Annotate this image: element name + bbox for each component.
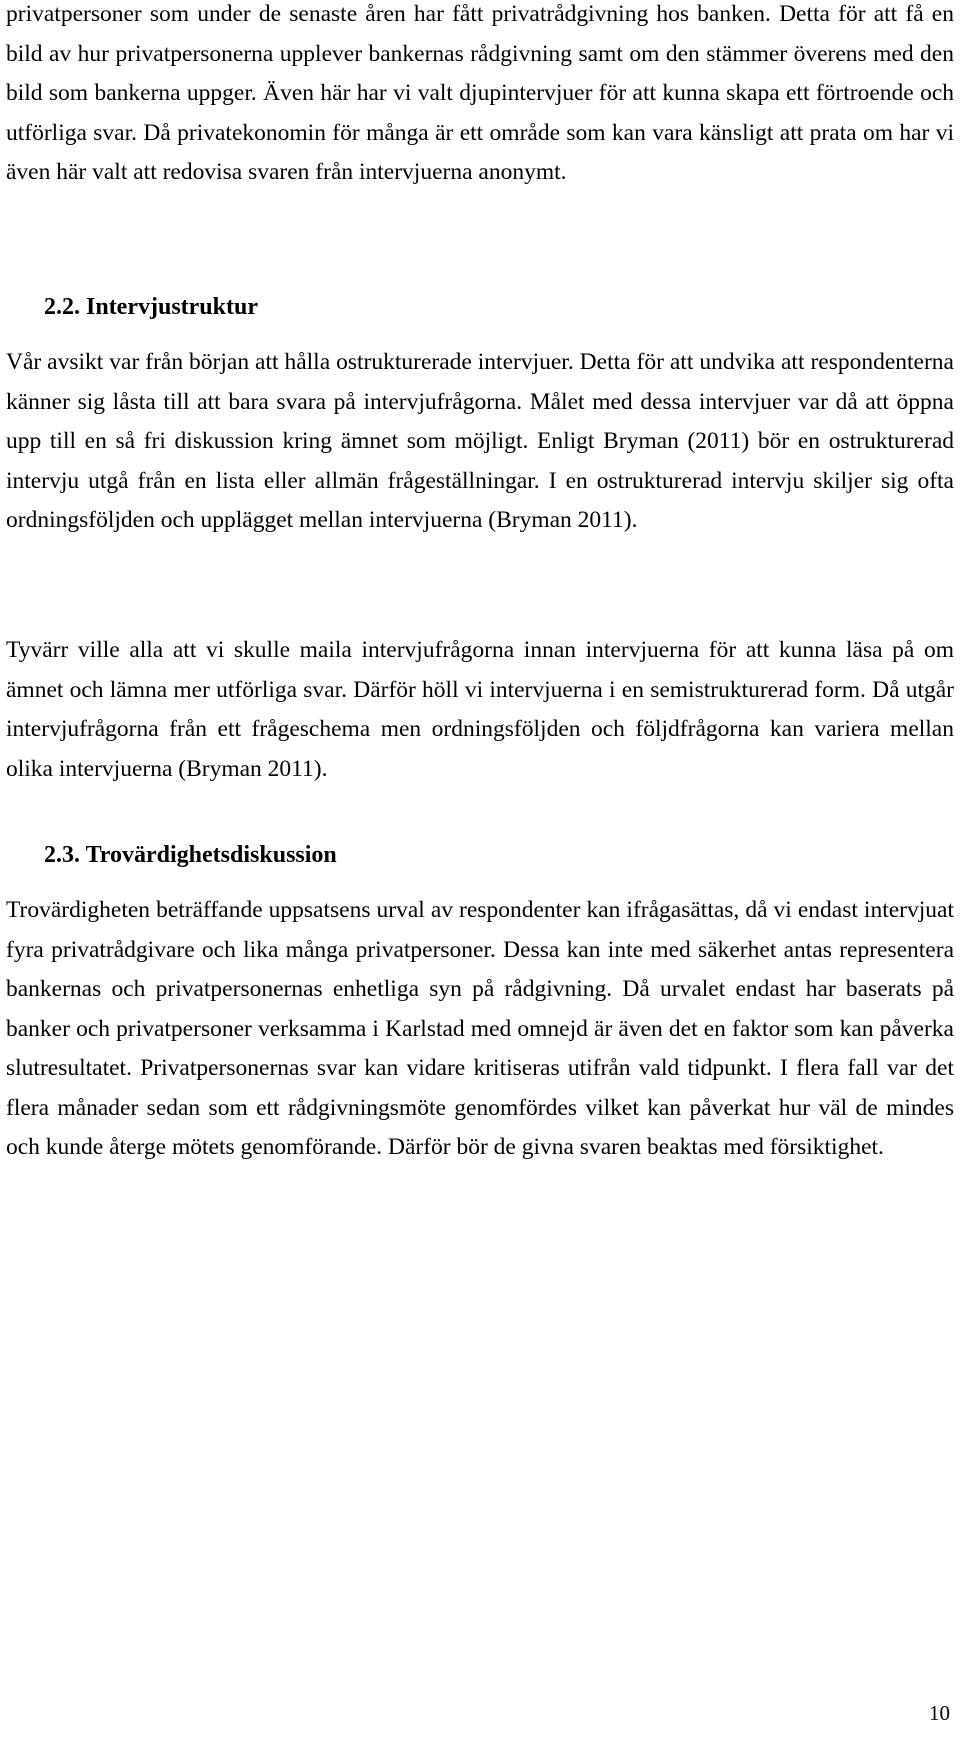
section-heading-interview-structure: 2.2. Intervjustruktur xyxy=(44,294,258,320)
section-heading-credibility: 2.3. Trovärdighetsdiskussion xyxy=(44,842,337,868)
interview-structure-paragraph-2: Tyvärr ville alla att vi skulle maila intervjufrågorna innan intervjuerna för att kunna läsa på om ämnet och lämna mer utförliga svar. Därför höll vi intervjuerna i en semistrukturerad form. Då utgår intervjufrågorna från ett frågeschema men ordningsföljden och följdfrågorna kan variera mellan olika intervjuerna (Bryman 2011). xyxy=(6,637,954,782)
intro-paragraph: privatpersoner som under de senaste åren har fått privatrådgivning hos banken. Detta för att få en bild av hur privatpersonerna upplever bankernas rådgivning samt om den stämmer överens med den bild som bankerna uppger. Även här har vi valt djupintervjuer för att kunna skapa ett förtroende och utförliga svar. Då privatekonomin för många är ett område som kan vara känsligt att prata om har vi även här valt att redovisa svaren från intervjuerna anonymt. xyxy=(6,1,954,185)
page-number: 10 xyxy=(929,1701,950,1725)
interview-structure-paragraph-1: Vår avsikt var från början att hålla ostrukturerade intervjuer. Detta för att undvika att respondenterna känner sig låsta till att bara svara på intervjufrågorna. Målet med dessa intervjuer var då att öppna upp till en så fri diskussion kring ämnet som möjligt. Enligt Bryman (2011) bör en ostrukturerad intervju utgå från en lista eller allmän frågeställningar. I en ostrukturerad intervju skiljer sig ofta ordningsföljden och upplägget mellan intervjuerna (Bryman 2011). xyxy=(6,349,954,533)
credibility-paragraph: Trovärdigheten beträffande uppsatsens urval av respondenter kan ifrågasättas, då vi endast intervjuat fyra privatrådgivare och lika många privatpersoner. Dessa kan inte med säkerhet antas representera bankernas och privatpersonernas enhetliga syn på rådgivning. Då urvalet endast har baserats på banker och privatpersoner verksamma i Karlstad med omnejd är även det en faktor som kan påverka slutresultatet. Privatpersonernas svar kan vidare kritiseras utifrån vald tidpunkt. I flera fall var det flera månader sedan som ett rådgivningsmöte genomfördes vilket kan påverkat hur väl de mindes och kunde återge mötets genomförande. Därför bör de givna svaren beaktas med försiktighet. xyxy=(6,897,954,1160)
